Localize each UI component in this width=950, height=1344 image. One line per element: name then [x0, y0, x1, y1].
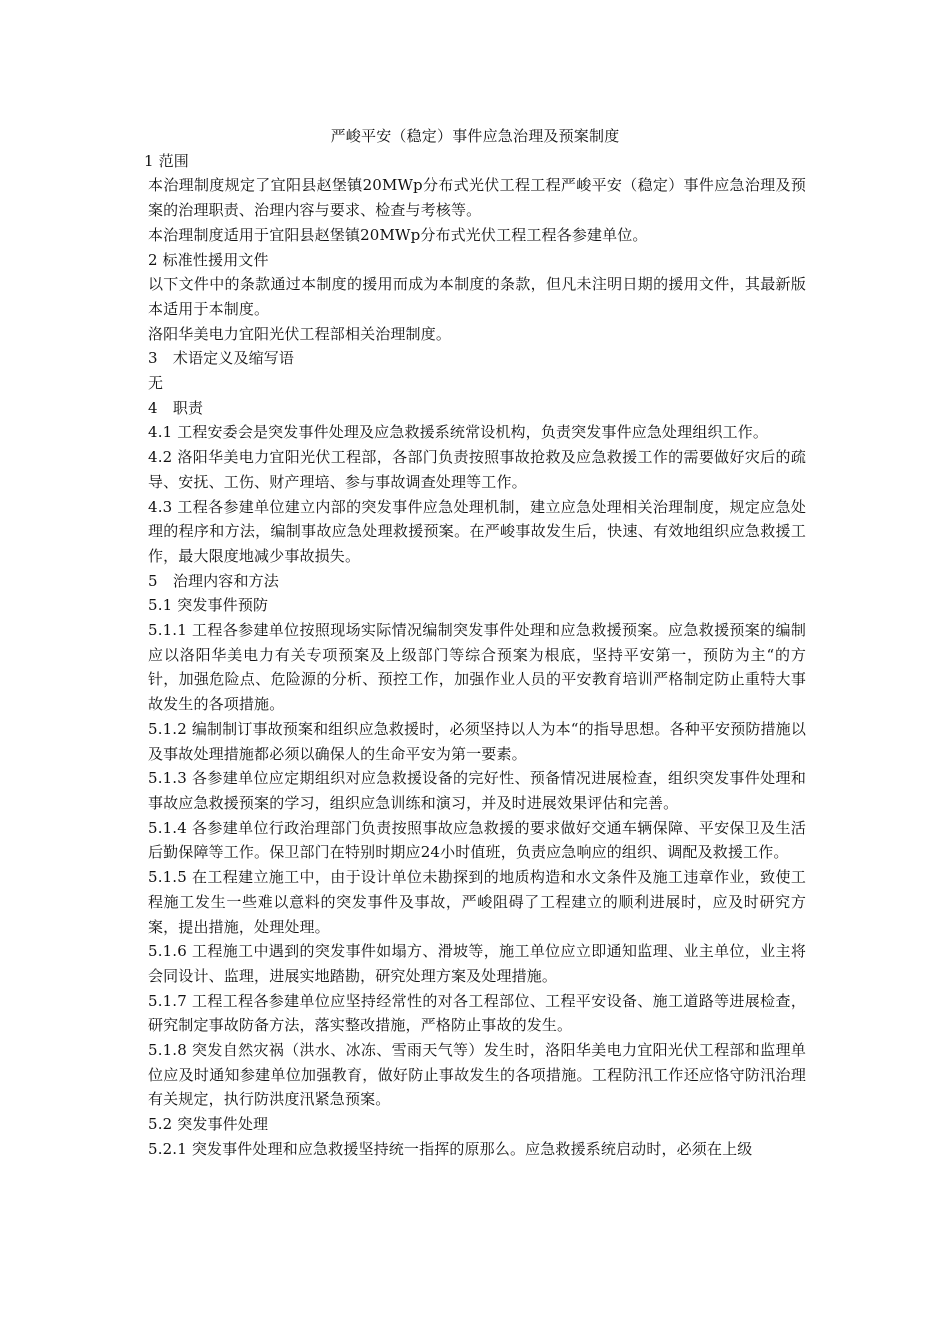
paragraph: 洛阳华美电力宜阳光伏工程部相关治理制度。 — [148, 324, 452, 343]
paragraph: 以下文件中的条款通过本制度的援用而成为本制度的条款，但凡未注明日期的援用文件，其最新版本适用于本制度。 — [148, 275, 806, 318]
paragraph: 本治理制度规定了宜阳县赵堡镇20MWp分布式光伏工程工程严峻平安（稳定）事件应急治理及预案的治理职责、治理内容与要求、检查与考核等。 — [148, 176, 806, 220]
document-page — [144, 124, 806, 1162]
paragraph: 5.1.5 在工程建立施工中，由于设计单位未勘探到的地质构造和水文条件及施工违章作业，致使工程施工发生一些难以意料的突发事件及事故，严峻阻碍了工程建立的顺利进展时，应及时研究方案，提出措施，处理处理。 — [148, 868, 806, 936]
section-heading-3: 3 术语定义及缩写语 — [148, 349, 295, 368]
paragraph: 4.1 工程安委会是突发事件处理及应急救援系统常设机构，负责突发事件应急处理组织工作。 — [148, 423, 769, 442]
paragraph: 无 — [148, 374, 164, 393]
paragraph: 5.1.4 各参建单位行政治理部门负责按照事故应急救援的要求做好交通车辆保障、平安保卫及生活后勤保障等工作。保卫部门在特别时期应24小时值班，负责应急响应的组织、调配及救援工作。 — [148, 818, 806, 862]
paragraph: 5.1.6 工程施工中遇到的突发事件如塌方、滑坡等，施工单位应立即通知监理、业主单位，业主将会同设计、监理，进展实地踏勘，研究处理方案及处理措施。 — [148, 942, 806, 985]
paragraph: 5.1.1 工程各参建单位按照现场实际情况编制突发事件处理和应急救援预案。应急救援预案的编制应以洛阳华美电力有关专项预案及上级部门等综合预案为根底，坚持平安第一，预防为主“的方针，加强危险点、危险源的分析、预控工作，加强作业人员的平安教育培训严格制定防止重特大事故发生的各项措施。 — [148, 621, 806, 714]
document-title: 严峻平安（稳定）事件应急治理及预案制度 — [330, 127, 620, 145]
section-heading-4: 4 职责 — [148, 398, 204, 417]
subsection-heading-5-2: 5.2 突发事件处理 — [148, 1115, 269, 1134]
paragraph: 本治理制度适用于宜阳县赵堡镇20MWp分布式光伏工程工程各参建单位。 — [148, 225, 648, 244]
subsection-heading-5-1: 5.1 突发事件预防 — [148, 596, 269, 615]
paragraph: 4.3 工程各参建单位建立内部的突发事件应急处理机制，建立应急处理相关治理制度，规定应急处理的程序和方法，编制事故应急处理救援预案。在严峻事故发生后，快速、有效地组织应急救援工作，最大限度地减少事故损失。 — [148, 497, 806, 565]
paragraph: 5.1.8 突发自然灾祸（洪水、冰冻、雪雨天气等）发生时，洛阳华美电力宜阳光伏工程部和监理单位应及时通知参建单位加强教育，做好防止事故发生的各项措施。工程防汛工作还应恪守防汛治理有关规定，执行防洪度汛紧急预案。 — [148, 1041, 806, 1109]
paragraph: 5.1.7 工程工程各参建单位应坚持经常性的对各工程部位、工程平安设备、施工道路等进展检查，研究制定事故防备方法，落实整改措施，严格防止事故的发生。 — [148, 991, 806, 1035]
paragraph: 5.2.1 突发事件处理和应急救援坚持统一指挥的原那么。应急救援系统启动时，必须在上级 — [148, 1139, 753, 1158]
section-heading-1: 1 范围 — [144, 151, 189, 170]
paragraph: 4.2 洛阳华美电力宜阳光伏工程部，各部门负责按照事故抢救及应急救援工作的需要做好灾后的疏导、安抚、工伤、财产理培、参与事故调查处理等工作。 — [148, 448, 806, 491]
section-heading-5: 5 治理内容和方法 — [148, 571, 279, 590]
section-heading-2: 2 标准性援用文件 — [148, 250, 269, 269]
paragraph: 5.1.2 编制制订事故预案和组织应急救援时，必须坚持以人为本“的指导思想。各种平安预防措施以及事故处理措施都必须以确保人的生命平安为第一要素。 — [148, 719, 806, 763]
paragraph: 5.1.3 各参建单位应定期组织对应急救援设备的完好性、预备情况进展检查，组织突发事件处理和事故应急救援预案的学习，组织应急训练和演习，并及时进展效果评估和完善。 — [148, 769, 806, 812]
